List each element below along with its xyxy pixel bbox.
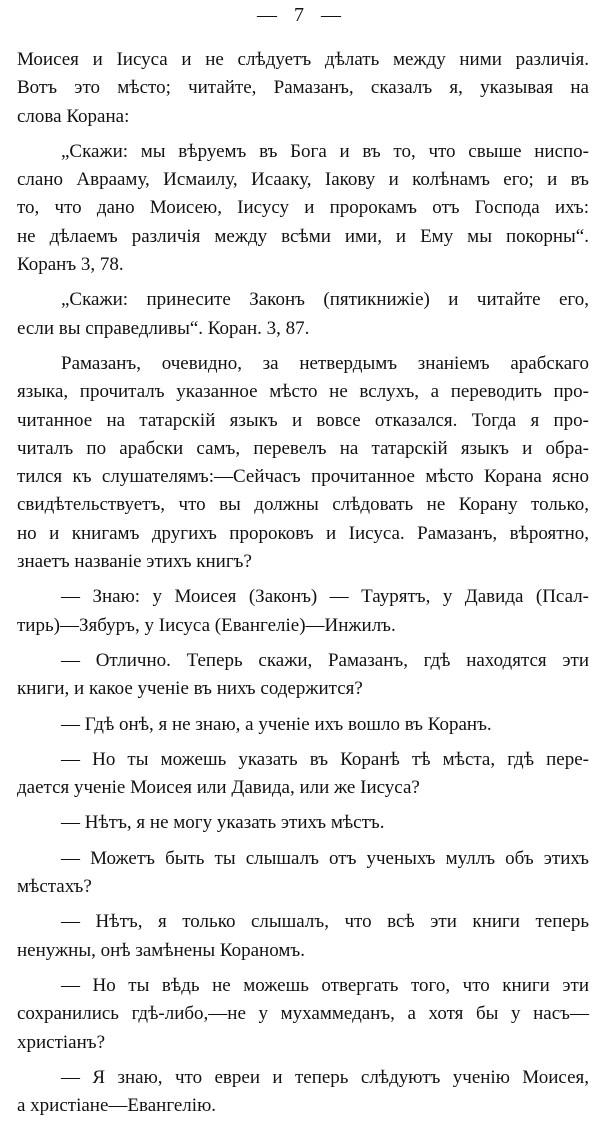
paragraph — [17, 647, 589, 704]
text-line: „Скажи: мы вѣруемъ въ Бога и въ то, что свыше ниспо- — [61, 140, 589, 162]
text-line: а христіане—Евангелію. — [17, 1095, 217, 1117]
text-line: ненужны, онѣ замѣнены Кораномъ. — [17, 939, 305, 961]
text-line: — Нѣтъ, я только слышалъ, что всѣ эти книги теперь — [61, 911, 589, 933]
text-line: дается ученіе Моисея или Давида, или же Іисуса? — [17, 777, 420, 799]
text-line: знаетъ названіе этихъ книгъ? — [17, 551, 252, 573]
text-line: мѣстахъ? — [17, 876, 92, 898]
text-line: Рамазанъ, очевидно, за нетвердымъ знаніемъ арабскаго — [61, 352, 589, 374]
text-line: — Я знаю, что евреи и теперь слѣдуютъ ученію Моисея, — [61, 1066, 589, 1088]
paragraph — [17, 138, 589, 279]
page-body-text — [17, 46, 589, 1127]
text-line: христіанъ? — [17, 1031, 106, 1053]
paragraph — [17, 711, 589, 739]
text-line: тился къ слушателямъ:—Сейчасъ прочитанное мѣсто Корана ясно — [17, 466, 589, 488]
paragraph — [17, 845, 589, 902]
paragraph — [17, 286, 589, 343]
text-line: — Отлично. Теперь скажи, Рамазанъ, гдѣ находятся эти — [61, 649, 589, 671]
text-line: читалъ по арабски самъ, перевелъ на татарскій языкъ и обра- — [17, 437, 589, 459]
text-line: — Нѣтъ, я не могу указать этихъ мѣстъ. — [61, 812, 385, 834]
text-line: Вотъ это мѣсто; читайте, Рамазанъ, сказалъ я, указывая на — [17, 77, 589, 99]
text-line: Коранъ 3, 78. — [17, 254, 124, 276]
paragraph — [17, 1064, 589, 1121]
paragraph — [17, 46, 589, 131]
text-line: но и книгамъ другихъ пророковъ и Іисуса. Рамазанъ, вѣроятно, — [17, 522, 589, 544]
page-number: — 7 — — [257, 4, 347, 26]
text-line: — Знаю: у Моисея (Законъ) — Таурятъ, у Давида (Псал- — [61, 586, 589, 608]
text-line: слова Корана: — [17, 105, 130, 127]
paragraph — [17, 809, 589, 837]
text-line: если вы справедливы“. Коран. 3, 87. — [17, 317, 310, 339]
text-line: — Гдѣ онѣ, я не знаю, а ученіе ихъ вошло въ Коранъ. — [61, 713, 492, 735]
text-line: — Но ты можешь указать въ Коранѣ тѣ мѣста, гдѣ пере- — [61, 748, 589, 770]
paragraph — [17, 583, 589, 640]
text-line: — Можетъ быть ты слышалъ отъ ученыхъ муллъ объ этихъ — [61, 847, 589, 869]
text-line: — Но ты вѣдь не можешь отвергать того, что книги эти — [61, 974, 589, 996]
text-line: читанное на татарскій языкъ и вовсе отказался. Тогда я про- — [17, 409, 589, 431]
text-line: свидѣтельствуетъ, что вы должны слѣдовать не Корану только, — [17, 494, 589, 516]
text-line: языка, прочиталъ указанное мѣсто не вслухъ, а переводить про- — [17, 381, 589, 403]
text-line: книги, и какое ученіе въ нихъ содержится? — [17, 678, 363, 700]
text-line: сохранились гдѣ-либо,—не у мухаммеданъ, а хотя бы у насъ— — [17, 1003, 589, 1025]
text-line: то, что дано Моисею, Іисусу и пророкамъ отъ Господа ихъ: — [17, 197, 589, 219]
paragraph — [17, 908, 589, 965]
text-line: слано Аврааму, Исмаилу, Исааку, Іакову и колѣнамъ его; и въ — [17, 169, 589, 191]
text-line: Моисея и Іисуса и не слѣдуетъ дѣлать между ними различія. — [17, 49, 589, 70]
text-line: „Скажи: принесите Законъ (пятикнижіе) и читайте его, — [61, 289, 589, 311]
paragraph — [17, 972, 589, 1057]
paragraph — [17, 746, 589, 803]
text-line: тирь)—Зябуръ, у Іисуса (Евангеліе)—Инжилъ. — [17, 614, 396, 636]
text-line: не дѣлаемъ различія между всѣми ими, и Ему мы покорны“. — [17, 225, 589, 247]
paragraph — [17, 350, 589, 576]
